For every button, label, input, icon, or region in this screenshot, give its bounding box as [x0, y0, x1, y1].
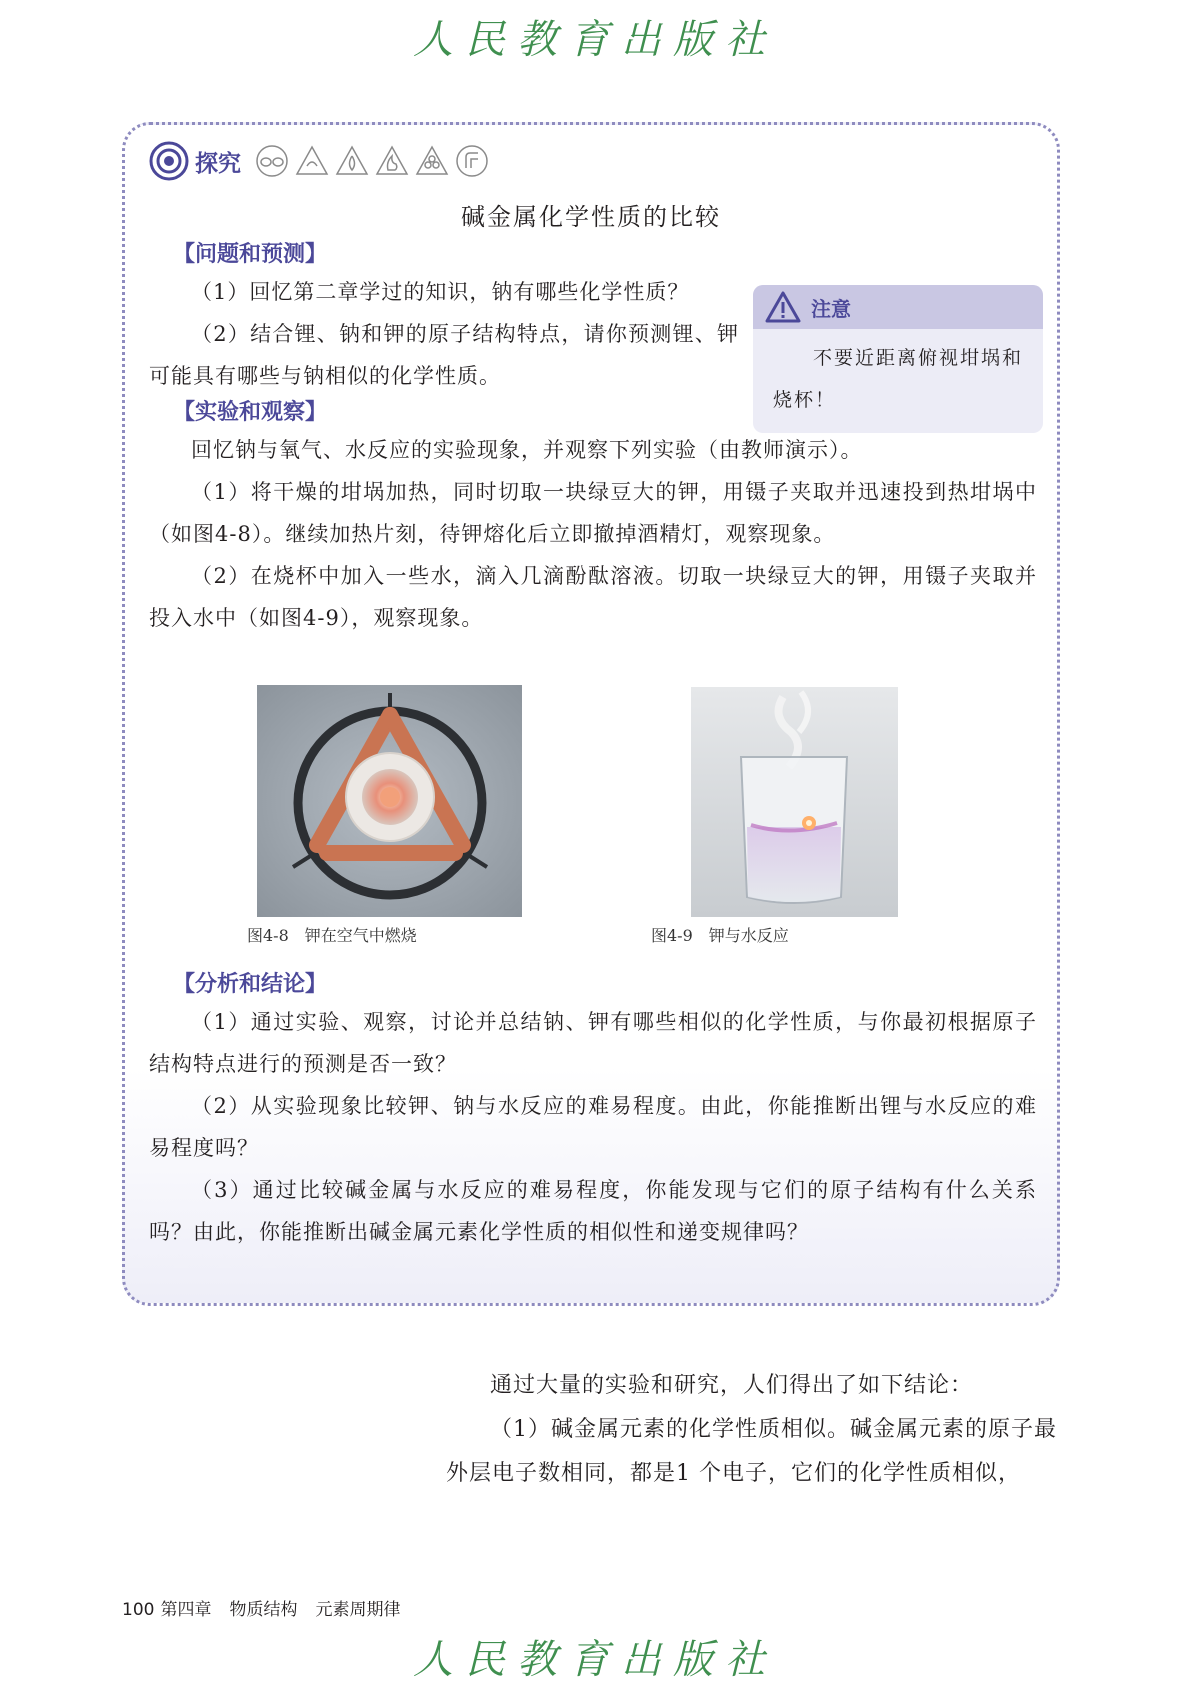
figure-4-8-caption: 图4-8 钾在空气中燃烧 [247, 926, 417, 945]
experiment-title: 碱金属化学性质的比较 [461, 203, 721, 231]
caution-text: 不要近距离俯视坩埚和烧杯！ [773, 347, 1024, 411]
safety-icons [255, 144, 489, 178]
publisher-logo-top: 人民教育出版社 [413, 17, 777, 63]
wash-hands-icon [295, 144, 329, 178]
box-header [149, 139, 489, 183]
experiment-heading: 【实验和观察】 [173, 400, 328, 425]
question-heading: 【问题和预测】 [173, 242, 328, 267]
publisher-logo-bottom: 人民教育出版社 [413, 1637, 777, 1683]
fire-icon [375, 144, 409, 178]
experiment-intro: 回忆钠与氧气、水反应的实验现象，并观察下列实验（由教师演示）。 [191, 438, 863, 462]
chapter-label: 第四章 [160, 1600, 212, 1620]
experiment-step-1: （1）将干燥的坩埚加热，同时切取一块绿豆大的钾，用镊子夹取并迅速投到热坩埚中（如图4-8）。继续加热片刻，待钾熔化后立即撤掉酒精灯，观察现象。 [149, 480, 1037, 546]
section-label: 探究 [195, 150, 241, 177]
target-icon [149, 141, 189, 181]
chapter-title-2: 元素周期律 [315, 1600, 401, 1620]
conclusion-intro: 通过大量的实验和研究，人们得出了如下结论： [490, 1373, 974, 1398]
exhaust-icon [455, 144, 489, 178]
caution-header [753, 285, 1043, 329]
analysis-heading: 【分析和结论】 [173, 972, 328, 997]
caution-note [753, 285, 1043, 433]
figure-4-9-caption: 图4-9 钾与水反应 [651, 926, 789, 945]
figure-4-9-photo [691, 687, 898, 917]
caution-title: 注意 [811, 296, 851, 321]
analysis-3: （3）通过比较碱金属与水反应的难易程度，你能发现与它们的原子结构有什么关系吗？由此，你能推断出碱金属元素化学性质的相似性和递变规律吗？ [149, 1178, 1037, 1244]
chapter-title-1: 物质结构 [229, 1600, 298, 1620]
analysis-1: （1）通过实验、观察，讨论并总结钠、钾有哪些相似的化学性质，与你最初根据原子结构特点进行的预测是否一致？ [149, 1010, 1037, 1076]
explosion-icon [415, 144, 449, 178]
heating-icon [335, 144, 369, 178]
question-2: （2）结合锂、钠和钾的原子结构特点，请你预测锂、钾可能具有哪些与钠相似的化学性质。 [149, 322, 739, 388]
question-1: （1）回忆第二章学过的知识，钠有哪些化学性质？ [191, 280, 690, 304]
warning-icon [765, 291, 801, 323]
analysis-2: （2）从实验现象比较钾、钠与水反应的难易程度。由此，你能推断出锂与水反应的难易程度吗？ [149, 1094, 1037, 1160]
goggles-icon [255, 144, 289, 178]
figure-4-8-photo [257, 685, 522, 917]
inquiry-box [122, 122, 1060, 1306]
page-number: 100 [122, 1600, 155, 1620]
page-footer [122, 1595, 400, 1620]
experiment-step-2: （2）在烧杯中加入一些水，滴入几滴酚酞溶液。切取一块绿豆大的钾，用镊子夹取并投入水中（如图4-9），观察现象。 [149, 564, 1037, 630]
conclusion-1: （1）碱金属元素的化学性质相似。碱金属元素的原子最外层电子数相同，都是1 个电子，它们的化学性质相似， [446, 1417, 1057, 1486]
